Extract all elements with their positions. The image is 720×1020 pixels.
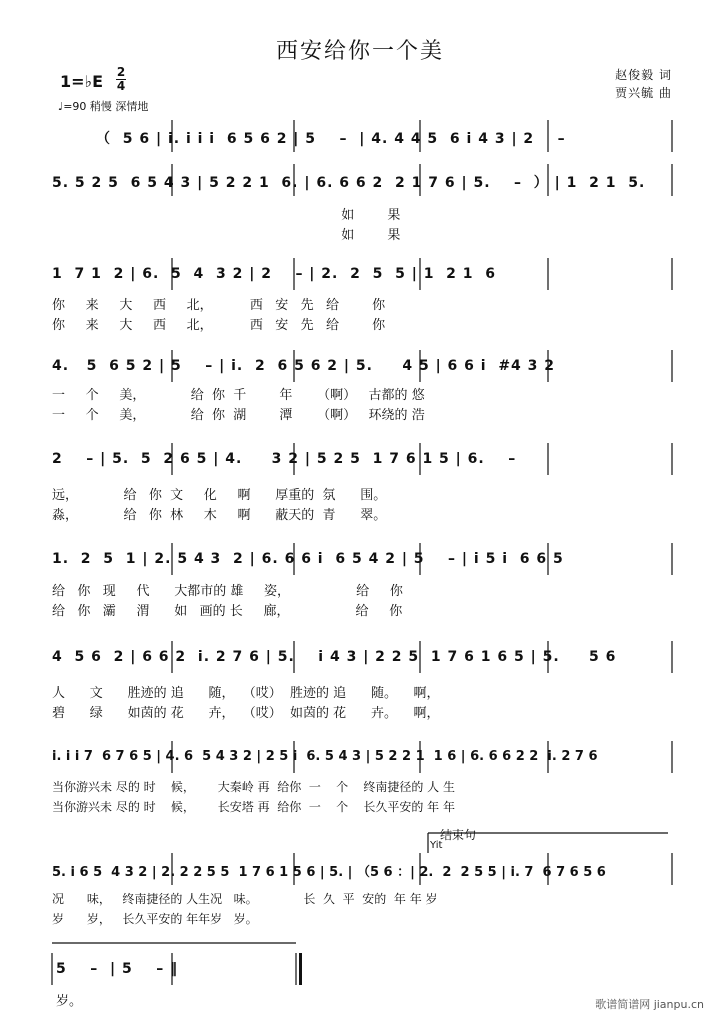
notation-row-6: 1. 2 5 1 | 2. 5 4 3 2 | 6. 6 6 i 6 5 4 2 | 5 – | i 5 i 6 6 5 (52, 551, 564, 567)
ending-section-label: 结束句 (440, 828, 477, 842)
notation-row-5: 2 – | 5. 5 2 6 5 | 4. 3 2 | 5 2 5 1 7 6 1 5 | 6. – (52, 451, 517, 467)
lyrics-row-7-verse-1: 人 文 胜迹的 追 随， （哎） 胜迹的 追 随。 啊， (52, 686, 440, 701)
composer-credit: 贾兴毓 曲 (615, 86, 672, 100)
lyrics-row-8-verse-2: 当你游兴未 尽的 时 候， 长安塔 再 给你 一 个 长久平安的 年 年 (52, 800, 455, 814)
meter-bottom: 4 (116, 79, 126, 93)
notation-row-3: 1 7 1 2 | 6. 5 4 3 2 | 2 – | 2. 2 5 5 | 1 2 1 6 (52, 266, 497, 282)
tempo-marking: ♩=90 稍慢 深情地 (58, 100, 149, 113)
lyrics-row-7-verse-2: 碧 绿 如茵的 花 卉， （哎） 如茵的 花 卉。 啊， (52, 706, 440, 721)
lyrics-row-2-verse-1: 如 果 (52, 208, 401, 223)
lyrics-row-6-verse-2: 给 你 灞 渭 如 画的 长 廊， 给 你 (52, 604, 403, 619)
ending-mark: Yit (430, 840, 443, 851)
lyrics-row-3-verse-1: 你 来 大 西 北， 西 安 先 给 你 (52, 298, 386, 313)
lyricist-credit: 赵俊毅 词 (615, 68, 672, 82)
meter-top: 2 (116, 65, 126, 79)
notation-row-4: 4. 5 6 5 2 | 5 – | i. 2 6 5 6 2 | 5. 4 5 | 6 6 i #4 3 2 (52, 358, 556, 374)
lyrics-row-5-verse-1: 远， 给 你 文 化 啊 厚重的 氛 围。 (52, 488, 387, 503)
lyrics-row-9-verse-1: 况 味， 终南捷径的 人生况 味。 长 久 平 安的 年 年 岁 (52, 892, 438, 906)
lyrics-row-2-verse-2: 如 果 (52, 228, 401, 243)
lyrics-row-4-verse-2: 一 个 美， 给 你 湖 潭 （啊） 环绕的 浩 (52, 408, 425, 423)
notation-row-9: 5. i 6 5 4 3 2 | 2. 2 2 5 5 1 7 6 1 5 6 | 5. | （5 6 ：| 2. 2 2 5 5 | i. 7 6 7 6 5 6 (52, 865, 606, 880)
lyrics-row-9-verse-2: 岁 岁， 长久平安的 年年岁 岁。 (52, 912, 258, 926)
notation-row-10: 5 – | 5 – ‖ (56, 961, 179, 977)
page-title: 西安给你一个美 (275, 39, 444, 64)
lyrics-row-5-verse-2: 淼， 给 你 林 木 啊 蔽天的 青 翠。 (52, 508, 387, 523)
notation-row-7: 4 5 6 2 | 6 6 2 i. 2 7 6 | 5. i 4 3 | 2 2 5 1 7 6 1 6 5 | 5. 5 6 (52, 649, 617, 665)
notation-row-8: i. i i 7 6 7 6 5 | 4. 6 5 4 3 2 | 2 5 i 6. 5 4 3 | 5 2 2 1 1 6 | 6. 6 6 2 2 i. 2 7 6 (52, 749, 598, 764)
lyrics-row-3-verse-2: 你 来 大 西 北， 西 安 先 给 你 (52, 318, 386, 333)
lyrics-row-6-verse-1: 给 你 现 代 大都市的 雄 姿， 给 你 (52, 584, 403, 599)
lyrics-row-8-verse-1: 当你游兴未 尽的 时 候， 大秦岭 再 给你 一 个 终南捷径的 人 生 (52, 780, 455, 794)
site-watermark: 歌谱简谱网 jianpu.cn (595, 998, 704, 1011)
key-signature: 1=♭E (60, 72, 104, 91)
notation-row-2: 5. 5 2 5 6 5 4 3 | 5 2 2 1 6. | 6. 6 6 2 2 1 7 6 | 5. – ） | 1 2 1 5. (52, 175, 646, 191)
lyrics-row-4-verse-1: 一 个 美， 给 你 千 年 （啊） 古都的 悠 (52, 388, 425, 403)
lyrics-row-10-verse-1: 岁。 (56, 994, 83, 1009)
notation-row-1: （ 5 6 | i. i i i 6 5 6 2 | 5 – | 4. 4 4 5 6 i 4 3 | 2 – (96, 131, 566, 147)
